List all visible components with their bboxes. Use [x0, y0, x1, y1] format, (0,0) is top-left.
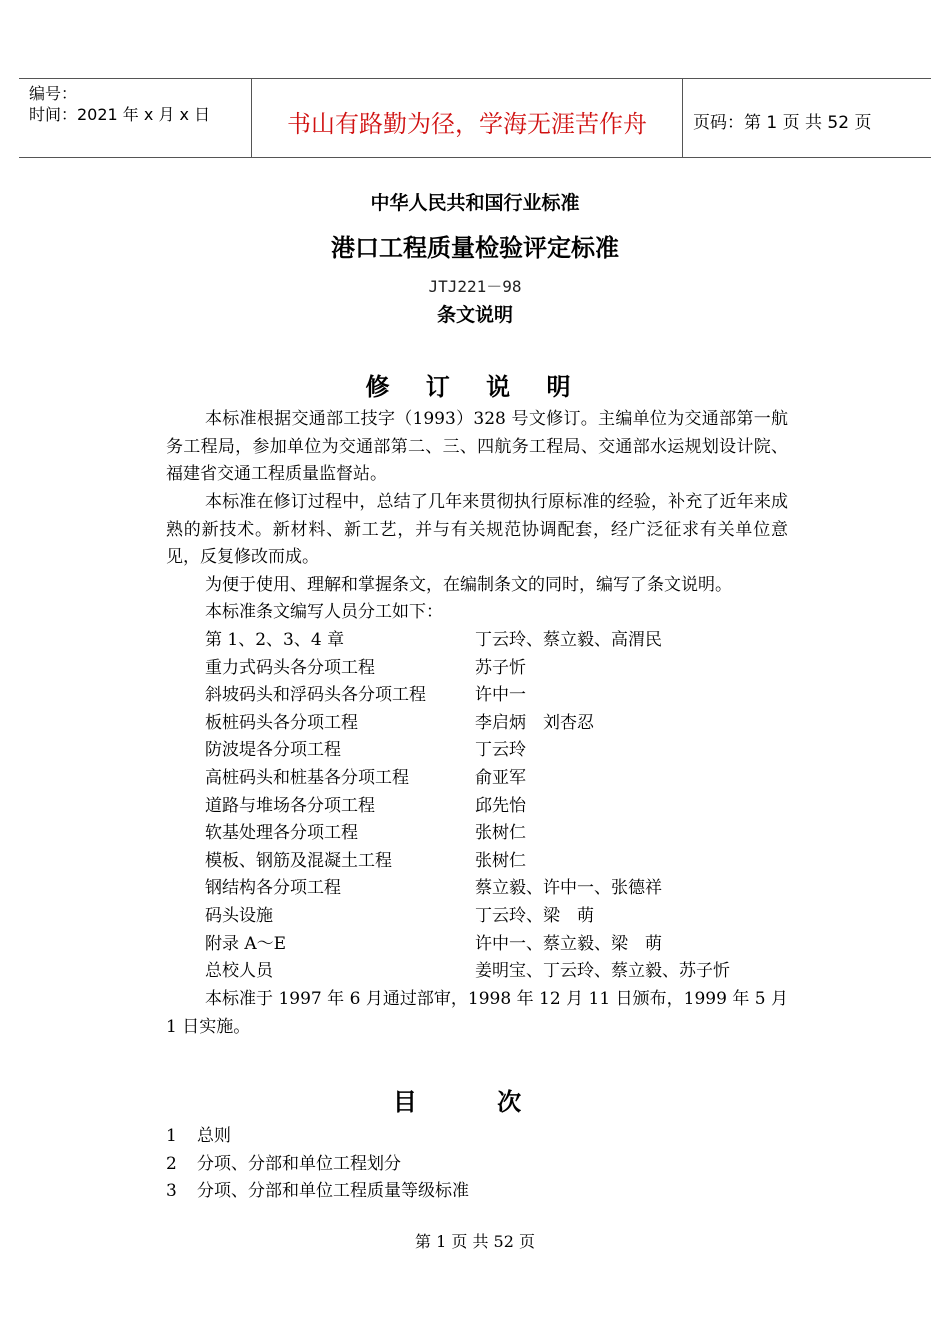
revision-paragraph: 本标准条文编写人员分工如下： [205, 602, 443, 622]
staff-section: 斜坡码头和浮码头各分项工程 [205, 685, 426, 706]
toc-item-number: 2 [166, 1153, 177, 1174]
toc-item-title: 分项、分部和单位工程划分 [197, 1153, 401, 1174]
number-label: 编号： [29, 84, 78, 103]
toc-item[interactable] [166, 1151, 469, 1179]
toc-item-number: 3 [166, 1181, 177, 1202]
staff-section: 高桩码头和桩基各分项工程 [205, 767, 409, 788]
document-title: 港口工程质量检验评定标准 [331, 234, 619, 262]
toc-item-title: 分项、分部和单位工程质量等级标准 [197, 1181, 469, 1202]
staff-section: 钢结构各分项工程 [205, 878, 341, 899]
toc-item[interactable] [166, 1123, 469, 1151]
staff-people: 丁云玲、梁 萌 [475, 905, 594, 926]
revision-heading: 修 订 说 明 [365, 373, 585, 401]
header-meta-cell [19, 79, 252, 157]
revision-paragraph: 本标准在修订过程中，总结了几年来贯彻执行原标准的经验，补充了近年来成熟的新技术。新材料、新工艺，并与有关规范协调配套，经广泛征求有关单位意见，反复修改而成。 [166, 492, 788, 568]
staff-people: 姜明宝、丁云玲、蔡立毅、苏子忻 [475, 961, 730, 982]
staff-row [205, 710, 805, 738]
staff-people: 李启炳 刘杏忍 [475, 712, 594, 733]
table-of-contents [166, 1123, 469, 1206]
staff-row [205, 931, 805, 959]
staff-people: 许中一、蔡立毅、梁 萌 [475, 933, 662, 954]
staff-section: 附录 A～E [205, 933, 287, 954]
staff-row [205, 958, 805, 986]
staff-row [205, 737, 805, 765]
staff-section: 码头设施 [205, 905, 273, 926]
staff-section: 第 1、2、3、4 章 [205, 630, 345, 650]
header-motto-cell [252, 79, 683, 157]
staff-row [205, 875, 805, 903]
staff-row [205, 903, 805, 931]
staff-row [205, 793, 805, 821]
staff-row [205, 682, 805, 710]
staff-row [205, 655, 805, 683]
staff-section: 防波堤各分项工程 [205, 740, 341, 761]
toc-item-title: 总则 [197, 1126, 231, 1146]
staff-row [205, 848, 805, 876]
toc-item-number: 1 [166, 1126, 177, 1146]
staff-section: 板桩码头各分项工程 [205, 712, 358, 733]
page-footer: 第 1 页 共 52 页 [415, 1232, 535, 1251]
header-page-cell [683, 79, 931, 157]
document-subtitle: 条文说明 [436, 304, 513, 326]
staff-people: 俞亚军 [475, 767, 526, 788]
closing-paragraph: 本标准于 1997 年 6 月通过部审，1998 年 12 月 11 日颁布，1999 年 5 月 1 日实施。 [166, 989, 788, 1037]
staff-people: 苏子忻 [475, 657, 526, 678]
toc-item[interactable] [166, 1178, 469, 1206]
time-label: 时间：2021 年 x 月 x 日 [29, 105, 211, 124]
staff-people: 张树仁 [475, 850, 526, 871]
staff-row [205, 765, 805, 793]
staff-people: 张树仁 [475, 823, 526, 844]
staff-section: 软基处理各分项工程 [205, 823, 358, 844]
staff-people: 邱先怡 [475, 795, 526, 816]
staff-people: 蔡立毅、许中一、张德祥 [475, 878, 662, 899]
staff-people: 丁云玲 [475, 740, 526, 761]
revision-paragraph: 本标准根据交通部工技字（1993）328 号文修订。主编单位为交通部第一航务工程局，参加单位为交通部第二、三、四航务工程局、交通部水运规划设计院、福建省交通工程质量监督站。 [166, 409, 788, 485]
org-title: 中华人民共和国行业标准 [370, 192, 580, 214]
staff-people: 许中一 [475, 685, 526, 706]
header-table [19, 78, 931, 158]
staff-section: 总校人员 [205, 961, 273, 982]
standard-code: JTJ221－98 [428, 277, 522, 296]
staff-section: 道路与堆场各分项工程 [205, 795, 375, 816]
revision-paragraph: 为便于使用、理解和掌握条文，在编制条文的同时，编写了条文说明。 [205, 575, 732, 595]
staff-people: 丁云玲、蔡立毅、高渭民 [475, 630, 662, 650]
staff-list [205, 627, 805, 986]
motto: 书山有路勤为径，学海无涯苦作舟 [287, 110, 647, 138]
staff-row [205, 627, 805, 655]
staff-section: 模板、钢筋及混凝土工程 [205, 850, 392, 871]
staff-section: 重力式码头各分项工程 [205, 657, 375, 678]
staff-row [205, 820, 805, 848]
page-label: 页码：第 1 页 共 52 页 [693, 113, 872, 133]
toc-heading: 目 次 [392, 1088, 558, 1116]
